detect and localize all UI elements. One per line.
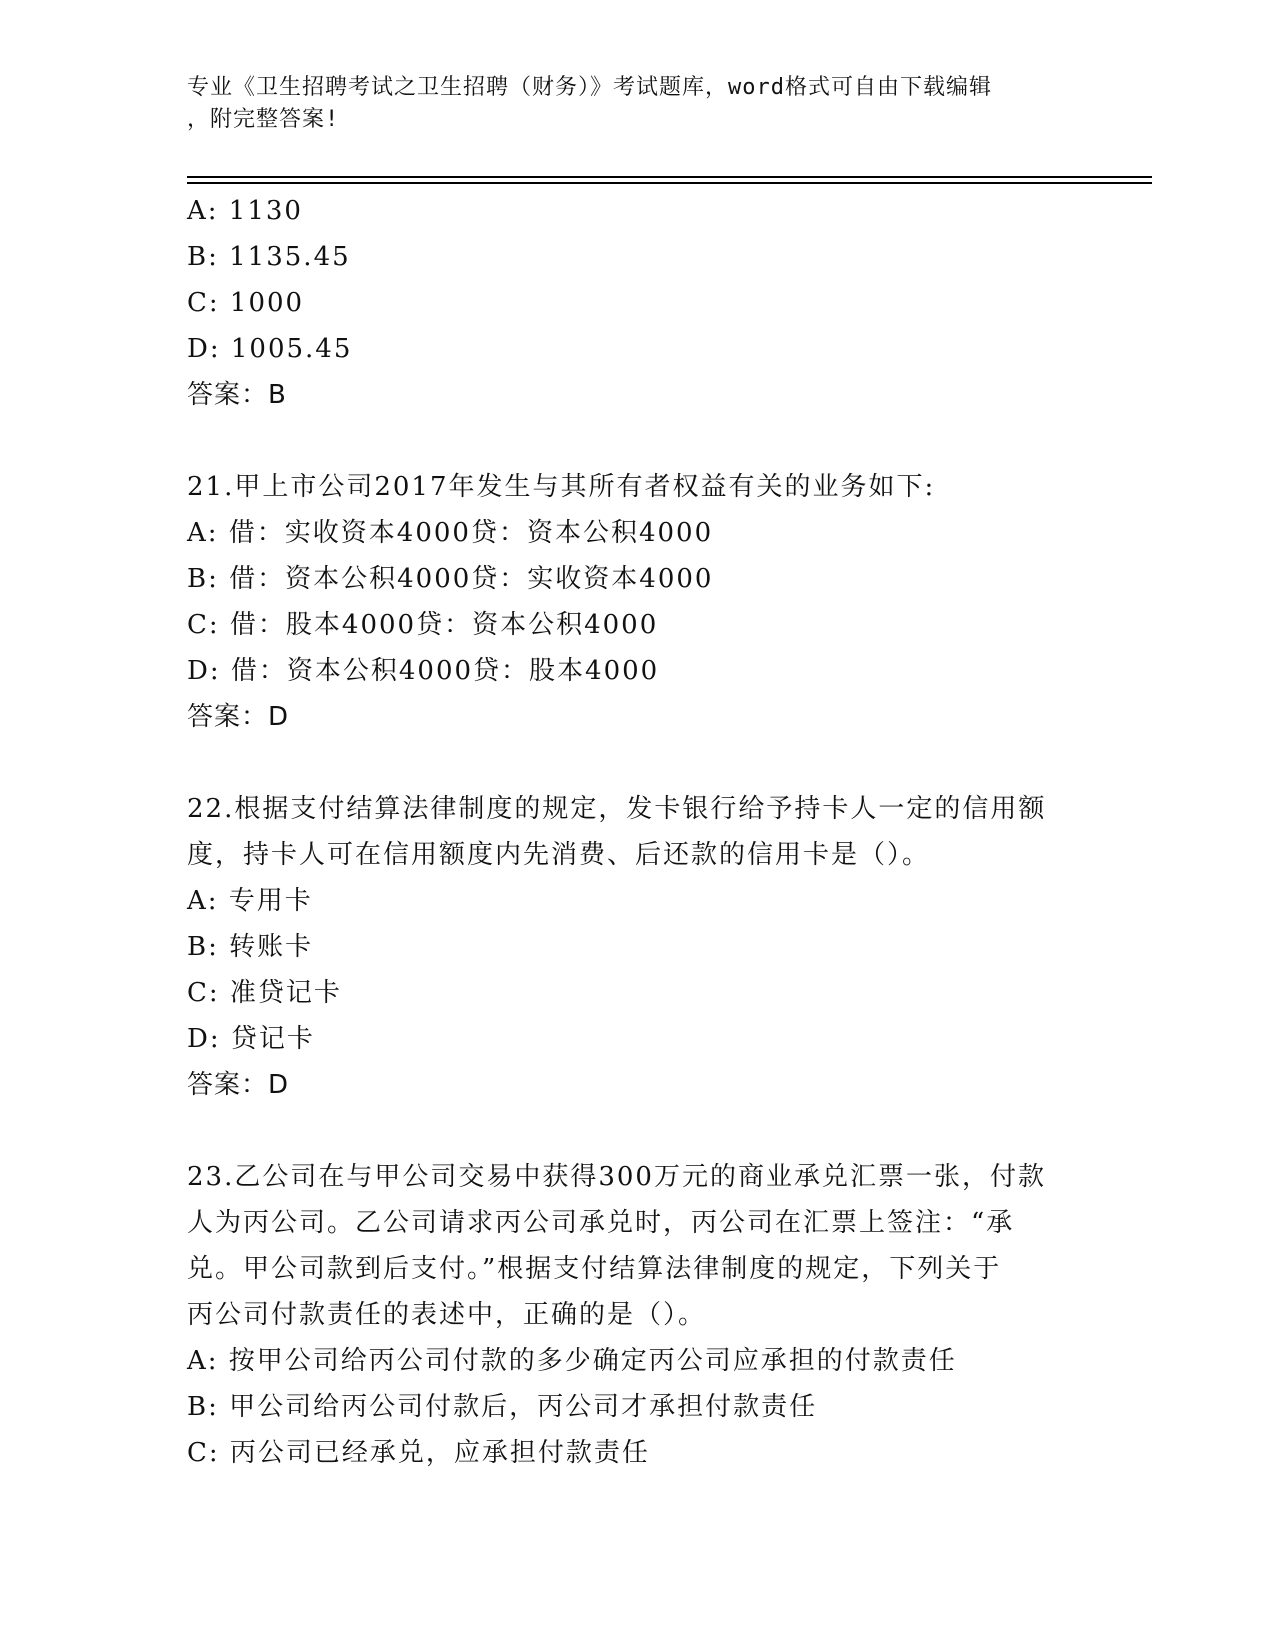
spacer: [187, 740, 1087, 786]
header-divider-top: [187, 176, 1152, 178]
option-c: C: 借：股本4000贷：资本公积4000: [187, 610, 659, 640]
option-d: D: 贷记卡: [187, 1024, 315, 1054]
option-c: C: 1000: [187, 288, 305, 318]
document-header: [187, 72, 1087, 136]
option-c: C: 准贷记卡: [187, 978, 342, 1008]
option-c: C: 丙公司已经承兑，应承担付款责任: [187, 1438, 650, 1468]
option-a: A: 借：实收资本4000贷：资本公积4000: [187, 518, 714, 548]
header-line-2: ，附完整答案!: [187, 107, 340, 132]
question-21: [187, 464, 1087, 740]
option-d: D: 借：资本公积4000贷：股本4000: [187, 656, 660, 686]
answer-label: 答案：D: [187, 1070, 290, 1100]
question-stem: 21.甲上市公司2017年发生与其所有者权益有关的业务如下:: [187, 472, 936, 502]
question-23: [187, 1154, 1087, 1476]
option-b: B: 甲公司给丙公司付款后，丙公司才承担付款责任: [187, 1392, 818, 1422]
option-a: A: 按甲公司给丙公司付款的多少确定丙公司应承担的付款责任: [187, 1346, 957, 1376]
spacer: [187, 1108, 1087, 1154]
question-22: [187, 786, 1087, 1108]
header-line-1: 专业《卫生招聘考试之卫生招聘（财务）》考试题库，word格式可自由下载编辑: [187, 75, 992, 100]
question-stem-line: 22.根据支付结算法律制度的规定，发卡银行给予持卡人一定的信用额: [187, 794, 1047, 824]
question-stem-line: 人为丙公司。乙公司请求丙公司承兑时，丙公司在汇票上签注：“承: [187, 1208, 1015, 1238]
question-stem-line: 兑。甲公司款到后支付。”根据支付结算法律制度的规定，下列关于: [187, 1254, 1002, 1284]
option-a: A: 专用卡: [187, 886, 313, 916]
question-stem-line: 丙公司付款责任的表述中，正确的是（）。: [187, 1300, 707, 1330]
question-20: [187, 188, 1087, 418]
question-stem-line: 度，持卡人可在信用额度内先消费、后还款的信用卡是（）。: [187, 840, 931, 870]
answer-label: 答案：D: [187, 702, 290, 732]
spacer: [187, 418, 1087, 464]
question-stem-line: 23.乙公司在与甲公司交易中获得300万元的商业承兑汇票一张，付款: [187, 1162, 1046, 1192]
option-d: D: 1005.45: [187, 334, 353, 364]
option-b: B: 借：资本公积4000贷：实收资本4000: [187, 564, 714, 594]
option-b: B: 转账卡: [187, 932, 314, 962]
answer-label: 答案：B: [187, 380, 287, 410]
header-divider-bottom: [187, 182, 1152, 184]
question-list: [187, 188, 1087, 1476]
option-b: B: 1135.45: [187, 242, 351, 272]
option-a: A: 1130: [187, 196, 303, 226]
